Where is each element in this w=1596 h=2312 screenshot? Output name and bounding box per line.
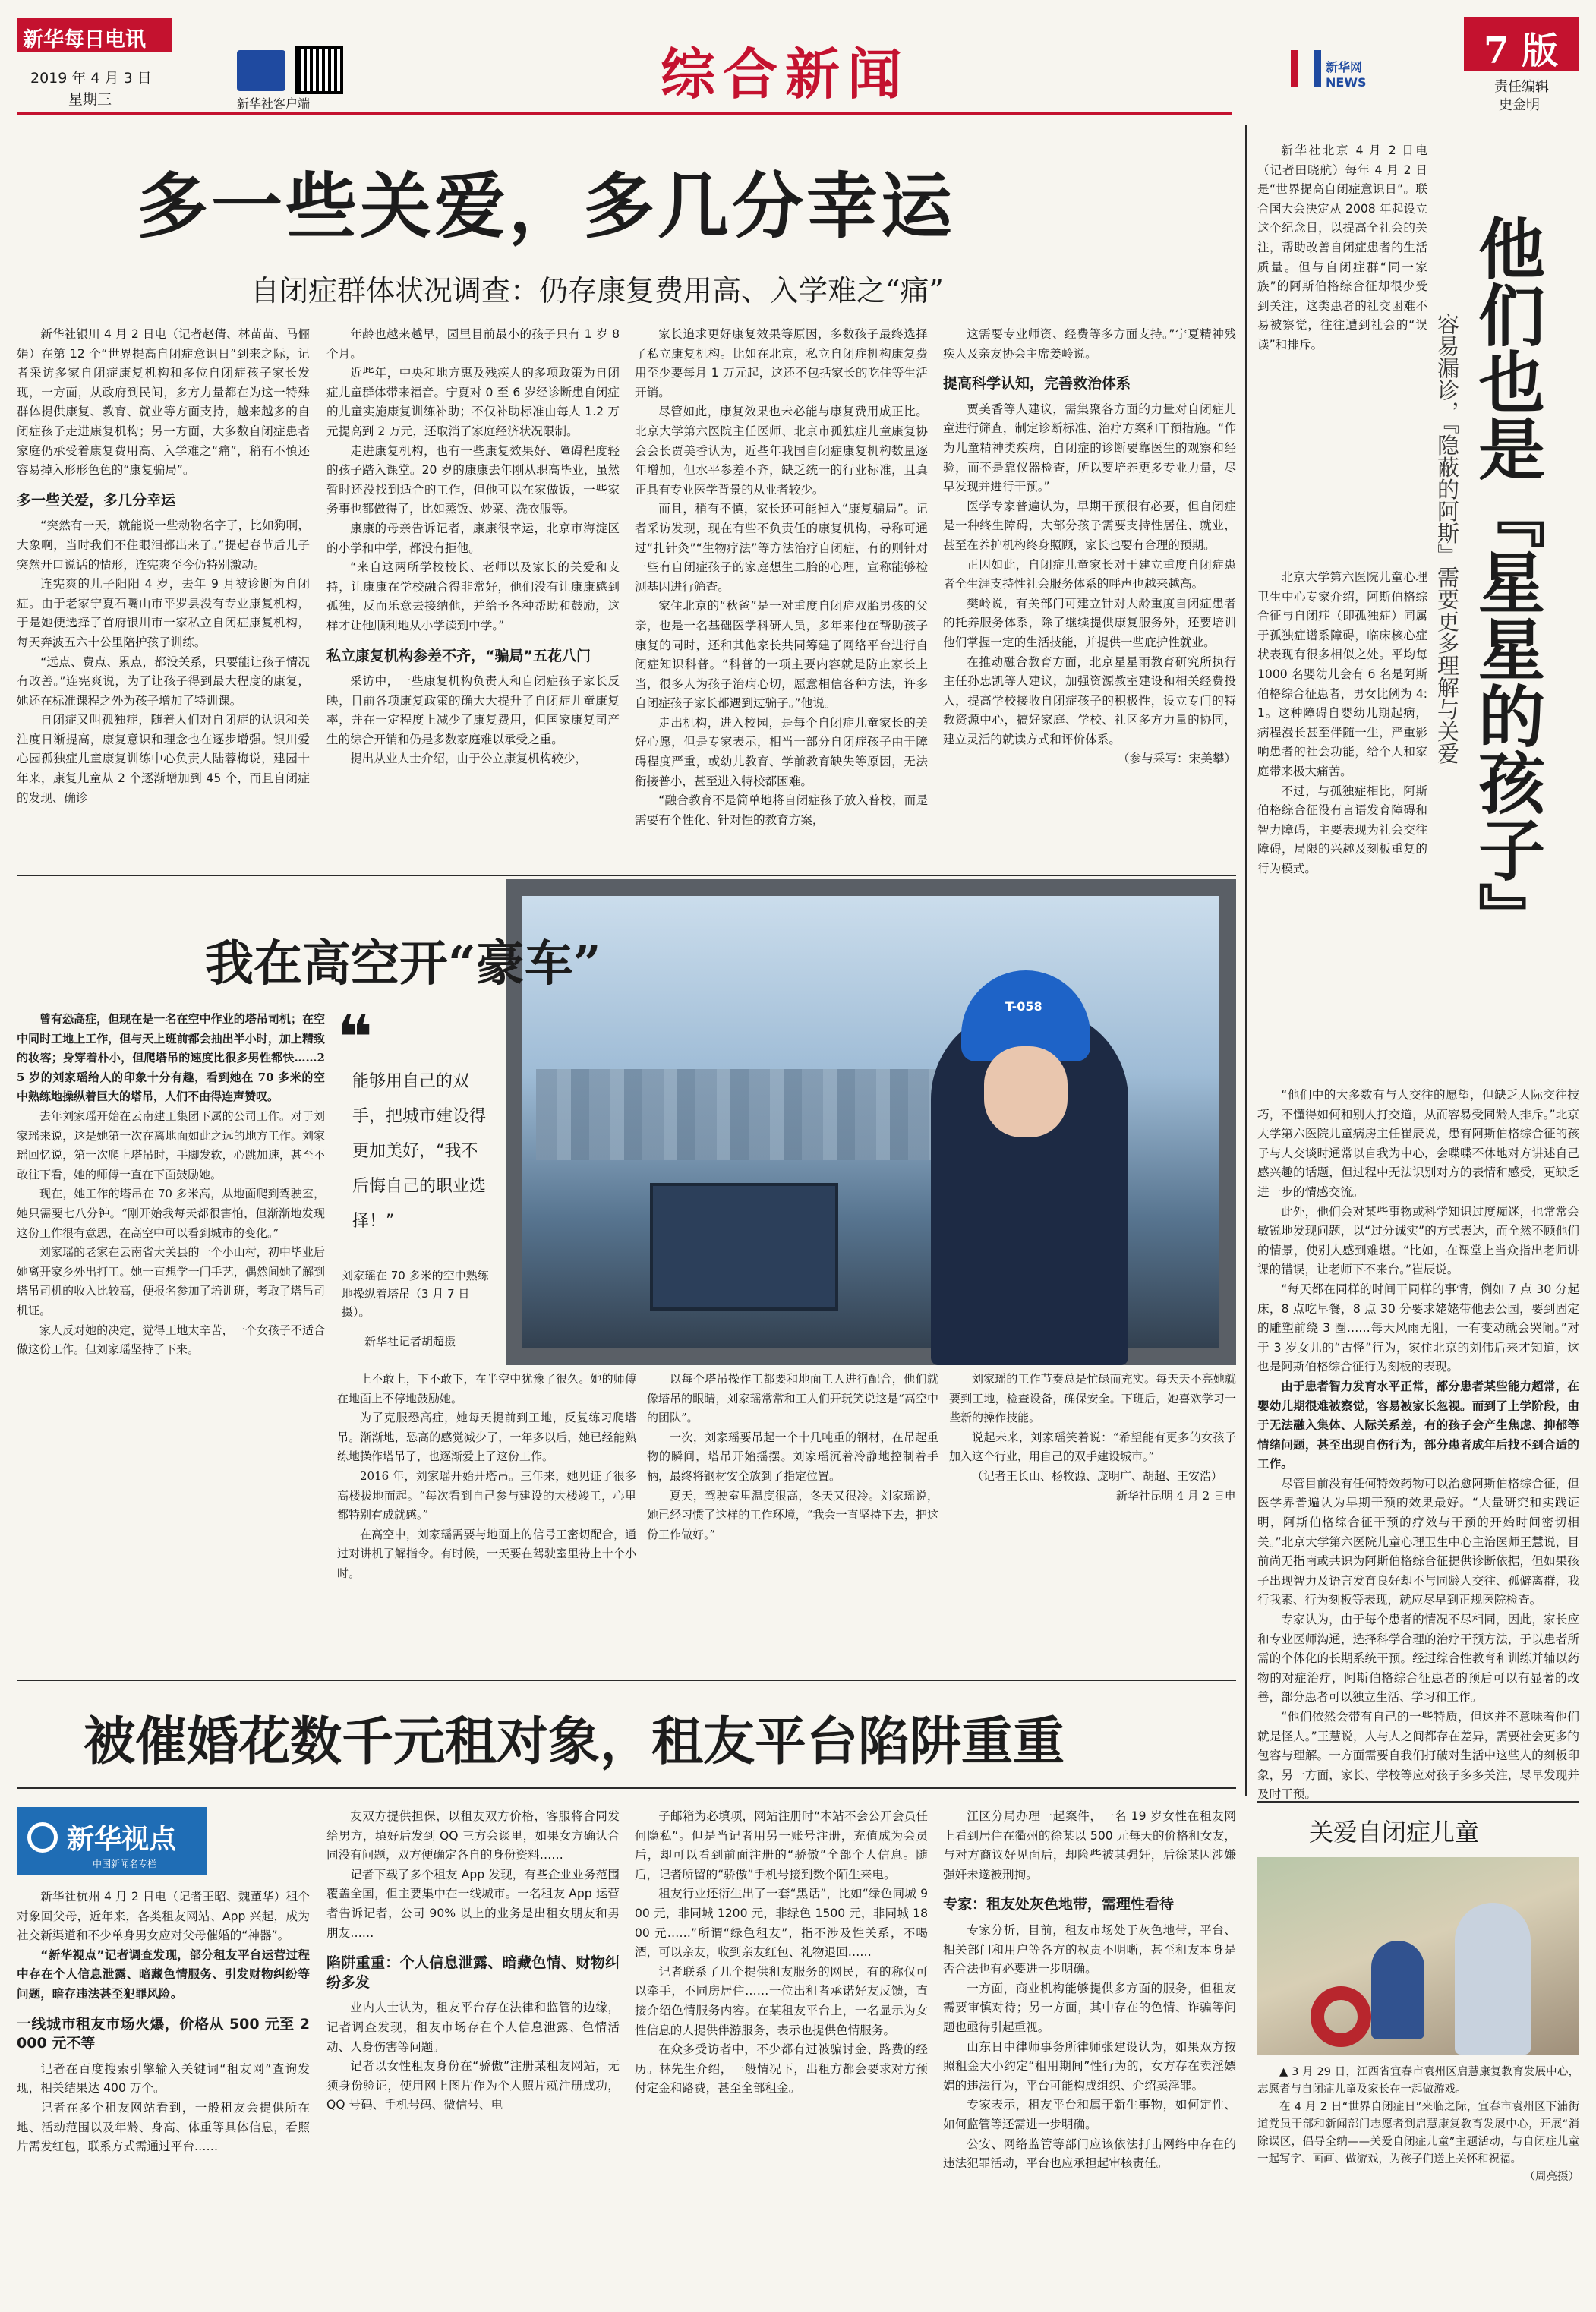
story4-p: 由于患者智力发育水平正常，部分患者某些能力超常，在婴幼儿期很难被察觉，容易被家长忽视。而到了上学阶段，由于无法融入集体、人际关系差，有的孩子会产生焦虑、抑郁等情绪问题，甚至出现自伤行为，部分患者成年后找不到合适的工作。 <box>1257 1379 1579 1471</box>
story1-col3 <box>635 325 928 872</box>
story3-p: 一方面，商业机构能够提供多方面的服务，但租友需要审慎对待；另一方面，其中存在的色情、诈骗等问题也亟待引起重视。 <box>943 1981 1236 2034</box>
story1-p: “来自这两所学校校长、老师以及家长的关爱和支持，让康康在学校融合得非常好，他们没有让康康感到孤独，反而乐意去接纳他，并给予各种帮助和鼓励，这样才让他顺利地从小学读到中学。” <box>326 560 620 632</box>
story3-headline: 被催婚花数千元租对象，租友平台陷阱重重 <box>84 1711 1065 1772</box>
story1-headline: 多一些关爱，多几分幸运 <box>137 165 956 248</box>
story4-body-lower <box>1257 1086 1579 1802</box>
story4-p: 不过，与孤独症相比，阿斯伯格综合征没有言语发育障碍和智力障碍，主要表现为社会交往障碍，局限的兴趣及刻板重复的行为模式。 <box>1257 784 1427 875</box>
story3-p: 记者在百度搜索引擎输入关键词“租友网”查询发现，相关结果达 400 万个。 <box>17 2061 310 2096</box>
story1-subtitle: 多一些关爱，多几分幸运 <box>17 491 176 509</box>
story4-p: 此外，他们会对某些事物或科学知识过度痴迷，也常常会敏锐地发现问题，以“过分诚实”的方式表达，而全然不顾他们的情景，使别人感到难堪。“比如，在课堂上当众指出老师讲课的错误，让老师下不来台。”崔辰说。 <box>1257 1204 1579 1277</box>
story2-intro-p: 曾有恐高症，但现在是一名在空中作业的塔吊司机；在空中同时工地上工作，但与天上班前都会抽出半小时，加上精致的妆容；身穿着朴小，但爬塔吊的速度比很多男性都快……25 岁的刘家瑶给人的印象十分有趣，看到她在 70 多米的空中熟练地操纵着巨大的塔吊，人们不由得连声赞叹。 <box>17 1012 325 1104</box>
editor-name: 史金明 <box>1499 97 1540 113</box>
story4-photo-credit: （周亮摄） <box>1524 2171 1579 2183</box>
story1-col2 <box>326 325 620 872</box>
story2-p: 家人反对她的决定，觉得工地太辛苦，一个女孩子不适合做这份工作。但刘家瑶坚持了下来。 <box>17 1323 325 1357</box>
paper-name: 新华每日电讯 <box>23 28 146 52</box>
story2-col-b <box>337 1370 636 1673</box>
story1-subtitle: 提高科学认知，完善救治体系 <box>943 375 1131 393</box>
story2-dateline: 新华社昆明 4 月 2 日电 <box>1115 1488 1236 1503</box>
section-title: 综合新闻 <box>661 42 910 106</box>
story2-photo-caption: 刘家瑶在 70 多米的空中熟练地操纵着塔吊（3 月 7 日摄）。 <box>342 1269 489 1319</box>
story3-col3 <box>635 1807 928 2302</box>
story4-photo-title: 关爱自闭症儿童 <box>1309 1818 1480 1847</box>
story3-subtitle: 专家：租友处灰色地带，需理性看待 <box>943 1896 1175 1913</box>
story1-p: 连宪爽的儿子阳阳 4 岁，去年 9 月被诊断为自闭症。由于老家宁夏石嘴山市平罗县没有专业康复机构，于是她便选择了首府银川市一家私立自闭症康复机构，每天奔波五六十公里陪护孩子训练。 <box>17 577 310 649</box>
story4-p: 尽管目前没有任何特效药物可以治愈阿斯伯格综合征，但医学界普遍认为早期干预的效果最好。“大量研究和实践证明，阿斯伯格综合征干预的疗效与干预的开始时间密切相关。”北京大学第六医院儿童心理卫生中心主治医师王慧说，目前尚无指南或共识为阿斯伯格综合征提供诊断依据，但如果孩子出现智力及语言发育良好却不与同龄人交往、孤僻离群，我行我素、行为刻板等表现，就应尽早到正规医院检查。 <box>1257 1476 1579 1607</box>
page-number-box <box>1464 17 1579 71</box>
masthead-divider <box>17 112 1232 115</box>
story2-col-d <box>949 1370 1236 1673</box>
story3-p: 在众多受访者中，不少都有过被骗讨金、路费的经历。林先生介绍，一般情况下，出租方都会要求对方预付定金和路费，甚至全部租金。 <box>635 2042 928 2096</box>
story2-p: 刘家瑶的老家在云南省大关县的一个小山村，初中毕业后她离开家乡外出打工。她一直想学一门手艺，偶然间她了解到塔吊司机的收入比较高，便报名参加了培训班，考取了塔吊司机证。 <box>17 1245 325 1317</box>
view-logo-text: 新华视点 <box>67 1823 177 1855</box>
story3-p: 专家表示，租友平台和属于新生事物，如何定性、如何监管等还需进一步明确。 <box>943 2098 1236 2131</box>
story1-p: 在推动融合教育方面，北京星星雨教育研究所执行主任孙忠凯等人建议，加强资源教室建设和相关经费投入，提高学校接收自闭症孩子的积极性，设立专门的特教资源中心，搞好家庭、学校、社区多方力量的协同，建立灵活的就读方式和评价体系。 <box>943 654 1236 746</box>
story1-p: 尽管如此，康复效果也未必能与康复费用成正比。北京大学第六医院主任医师、北京市孤独症儿童康复协会会长贾美香认为，近些年我国自闭症康复机构数量逐年增加，但水平参差不齐，缺乏统一的行业标准，且真正具有专业医学背景的从业者较少。 <box>635 405 928 497</box>
story1-p: 走出机构，进入校园，是每个自闭症儿童家长的美好心愿，但是专家表示，相当一部分自闭症孩子由于障碍程度严重，或幼儿教育、学前教育缺失等原因，无法衔接普小，甚至进入特校都困难。 <box>635 715 928 788</box>
story1-p: 医学专家普遍认为，早期干预很有必要，但自闭症是一种终生障碍，大部分孩子需要支持性居住、就业，甚至在养护机构终身照顾，家长也要有合理的预期。 <box>943 499 1236 552</box>
story2-col-c <box>647 1370 938 1673</box>
volunteer-figure <box>1455 1903 1531 2055</box>
story1-p: “突然有一天，就能说一些动物名字了，比如狗啊，大象啊，当时我们不住眼泪都出来了。”提起春节后儿子突然开口说话的情形，连宪爽至今仍特别激动。 <box>17 519 310 572</box>
story1-p: 新华社银川 4 月 2 日电（记者赵倩、林苗苗、马俪娟）在第 12 个“世界提高自闭症意识日”到来之际，记者采访多家自闭症康复机构和多位自闭症孩子家长发现，一方面，从政府到民间，多方力量都在为这一特殊群体提供康复、教育、就业等方面支持，越来越多的自闭症孩子走进康复机构；另一方面，大多数自闭症患者家庭仍承受着康复费用高、入学难之“痛”，稍有不慎还容易掉入形形色色的“康复骗局”。 <box>17 327 310 478</box>
story1-p: 樊岭说，有关部门可建立针对大龄重度自闭症患者的托养服务体系，除了继续提供康复服务外，还要培训他们掌握一定的生活技能，并提供一些庇护性就业。 <box>943 596 1236 649</box>
story2-p: 在高空中，刘家瑶需要与地面上的信号工密切配合，通过对讲机了解指令。有时候，一天要在驾驶室里待上十个小时。 <box>337 1527 636 1580</box>
story2-p: 以每个塔吊操作工都要和地面工人进行配合，他们就像塔吊的眼睛，刘家瑶常常和工人们开玩笑说这是“高空中的团队”。 <box>647 1372 938 1425</box>
issue-weekday: 星期三 <box>68 91 112 108</box>
story2-p: 上不敢上，下不敢下，在半空中犹豫了很久。她的师傅在地面上不停地鼓励她。 <box>337 1372 636 1405</box>
story1-p: 年龄也越来越早，园里目前最小的孩子只有 1 岁 8 个月。 <box>326 327 620 361</box>
story1-col4 <box>943 325 1236 872</box>
paper-name-block <box>17 18 172 52</box>
story3-p: 租友行业还衍生出了一套“黑话”，比如“绿色同城 900 元，非同城 1200 元，非绿色 1500 元，非同城 1800 元……”所谓“绿色租友”，指不涉及性关系，不喝酒，可以亲友，收到亲友红包、礼物退回…… <box>635 1887 928 1960</box>
story4-p: “他们依然会带有自己的一些特质，但这并不意味着他们就是怪人。”王慧说，人与人之间都存在差异，需要社会更多的包容与理解。一方面需要自我们打破对生活中这些人的刻板印象，另一方面，家长、学校等应对孩子多多关注，尽早发现并及时干预。 <box>1257 1710 1579 1802</box>
story3-subtitle: 一线城市租友市场火爆，价格从 500 元至 2000 元不等 <box>17 2015 310 2052</box>
story3-p: “新华视点”记者调查发现，部分租友平台运营过程中存在个人信息泄露、暗藏色情服务、引发财物纠纷等问题，暗存违法甚至犯罪风险。 <box>17 1948 310 2001</box>
story2-photo-credit: 新华社记者胡超摄 <box>364 1335 456 1348</box>
story3-p: 江区分局办理一起案件，一名 19 岁女性在租友网上看到居住在衢州的徐某以 500 元每天的价格租女友，与对方商议好见面后，却险些被其强奸，后徐某因涉嫌强奸未遂被刑拘。 <box>943 1809 1236 1881</box>
quote-mark-icon: ❝ <box>337 1002 373 1073</box>
story3-p: 记者联系了几个提供租友服务的网民，有的称仅可以牵手，不同房居住……一位出租者承诺好友反馈，直接介绍色情服务内容。在某租友平台上，一名显示为女性信息的人提供伴游服务，表示也提供色情服务。 <box>635 1964 928 2037</box>
story4-dateline <box>1257 141 1427 566</box>
control-panel <box>650 1183 838 1311</box>
story4-p: “他们中的大多数有与人交往的愿望，但缺乏人际交往技巧，不懂得如何和别人打交道，从而容易受同龄人排斥。”北京大学第六医院儿童病房主任崔辰说，患有阿斯伯格综合征的孩子与人交谈时通常以自我为中心，会喋喋不休地对方讲述自己感兴趣的话题，但过程中无法识别对方的表情和感受，更缺乏进一步的情感交流。 <box>1257 1088 1579 1199</box>
story1-p: 正因如此，自闭症儿童家长对于建立重度自闭症患者全生涯支持性社会服务体系的呼声也越来越高。 <box>943 557 1236 591</box>
story2-p: 现在，她工作的塔吊在 70 多米高，从地面爬到驾驶室，她只需要七八分钟。“刚开始我每天都很害怕，但渐渐地发现这份工作很有意思，在高空中可以看到城市的变化。” <box>17 1187 325 1240</box>
story2-p: 一次，刘家瑶要吊起一个十几吨重的钢材，在吊起重物的瞬间，塔吊开始摇摆。刘家瑶沉着冷静地控制着手柄，最终将钢材安全放到了指定位置。 <box>647 1430 938 1483</box>
story1-p: “远点、费点、累点，都没关系，只要能让孩子情况有改善。”连宪爽说，为了让孩子得到最大程度的康复，她还在标准课程之外为孩子增加了特训课。 <box>17 654 310 708</box>
story2-headline: 我在高空开“豪车” <box>205 935 601 992</box>
story4-p: 北京大学第六医院儿童心理卫生中心专家介绍，阿斯伯格综合征与自闭症（即孤独症）同属于孤独症谱系障碍，临床核心症状表现有很多相似之处。平均每 1000 名婴幼儿会有 6 名是阿斯伯格综合征患者，男女比例为 4:1。这种障碍自婴幼儿期起病，病程漫长甚至伴随一生，严重影响患者的社会功能，给个人和家庭带来极大痛苦。 <box>1257 570 1427 778</box>
issue-date: 2019 年 4 月 3 日 <box>30 70 152 87</box>
story4-p: 专家认为，由于每个患者的情况不尽相同，因此，家长应和专业医师沟通，选择科学合理的治疗干预方法，于以患者所需的个体化的长期系统干预。经过综合性教育和训练并辅以药物的对症治疗，阿斯伯格综合征患者的预后可以有显著的改善，部分患者可以独立生活、学习和工作。 <box>1257 1613 1579 1705</box>
helmet-tag: T-058 <box>1005 999 1042 1014</box>
story2-p: 为了克服恐高症，她每天提前到工地，反复练习爬塔吊。渐渐地，恐高的感觉减少了，一年多以后，她已经能熟练地操作塔吊了，也逐渐爱上了这份工作。 <box>337 1411 636 1464</box>
story3-col2 <box>326 1807 620 2302</box>
story4-body-upper <box>1257 568 1427 1084</box>
news-logo-text: 新华网 NEWS <box>1326 60 1367 90</box>
story3-p: 专家分析，目前，租友市场处于灰色地带，平台、相关部门和用户等各方的权责不明晰，甚至租友本身是否合法也有必要进一步明确。 <box>943 1922 1236 1976</box>
story3-p: 记者下载了多个租友 App 发现，有些企业业务范围覆盖全国，但主要集中在一线城市。一名租友 App 运营者告诉记者，公司 90% 以上的业务是出租女朋友和男朋友…… <box>326 1867 620 1940</box>
xinhua-view-logo <box>17 1807 207 1875</box>
story2-photo <box>506 879 1236 1365</box>
story4-photo-rule <box>1257 1801 1579 1803</box>
story3-col1 <box>17 1888 310 2302</box>
story1-p: 康康的母亲告诉记者，康康很幸运，北京市海淀区的小学和中学，都没有拒他。 <box>326 521 620 555</box>
story2-bottom-rule <box>17 1680 1236 1681</box>
story1-credit: （参与采写：宋美攀） <box>1118 752 1236 766</box>
story3-p: 公安、网络监管等部门应该依法打击网络中存在的违法犯罪活动，平台也应承担起审核责任。 <box>943 2137 1236 2171</box>
right-column-divider <box>1245 125 1247 1796</box>
client-logo-text: 新华社客户端 <box>237 96 311 111</box>
story2-intro <box>17 1010 325 1678</box>
masthead <box>0 0 1596 113</box>
story4-p: “每天都在同样的时间干同样的事情，例如 7 点 30 分起床，8 点吃早餐，8 点 30 分要求姥姥带他去公园，要到固定的雕塑前绕 3 圈……每天风雨无阻，一有变动就会哭闹。”对于 3 岁女儿的“古怪”行为，家住北京的刘伟后来才知道，这也是阿斯伯格综合征行为刻板的表现。 <box>1257 1282 1579 1374</box>
story2-p: 去年刘家瑶开始在云南建工集团下属的公司工作。对于刘家瑶来说，这是她第一次在离地面如此之远的地方工作。刘家瑶回忆说，第一次爬上塔吊时，手脚发软，心跳加速，甚至不敢往下看，她的师傅一直在下面鼓励她。 <box>17 1109 325 1181</box>
story1-p: 家长追求更好康复效果等原因，多数孩子最终选择了私立康复机构。比如在北京，私立自闭症机构康复费用至少要每月 1 万元起，这还不包括家长的吃住等生活开销。 <box>635 327 928 399</box>
qr-code-icon <box>295 46 343 94</box>
operator-face <box>984 1046 1068 1137</box>
tire-toy <box>1311 1986 1371 2047</box>
view-logo-icon <box>27 1822 58 1853</box>
story3-subtitle: 陷阱重重：个人信息泄露、暗藏色情、财物纠纷多发 <box>326 1954 620 1991</box>
news-logo-icon <box>1291 47 1374 90</box>
story4-vertical-headline: 他们也是『星星的孩子』 <box>1468 214 1547 949</box>
xinhua-logo-icon <box>237 50 285 91</box>
editor-label: 责任编辑 <box>1494 79 1549 95</box>
story1-p: 走进康复机构，也有一些康复效果好、障碍程度轻的孩子踏入课堂。20 岁的康康去年刚从职高毕业，虽然暂时还没找到适合的工作，但他可以在家做饭，一些家务事也都做得了，比如蒸饭、炒菜、洗衣服等。 <box>326 443 620 516</box>
story1-p: 而且，稍有不慎，家长还可能掉入“康复骗局”。记者采访发现，现在有些不负责任的康复机构，导称可通过“扎针灸”“生物疗法”等方法治疗自闭症，有的则针对一些有自闭症孩子的家庭想生二胎的心理，宣称能够检测基因进行筛查。 <box>635 502 928 594</box>
story1-p: 提出从业人士介绍，由于公立康复机构较少， <box>350 752 588 766</box>
story1-p: 家住北京的“秋爸”是一对重度自闭症双胎男孩的父亲，也是一名基础医学科研人员，多年来他在帮助孩子康复的同时，还和其他家长共同筹建了网络平台进行自闭症知识科普。“科普的一项主要内容就是防止家长上当，很多人为孩子治病心切，愿意相信各种方法，许多自闭症孩子家长都遇到过骗子。”他说。 <box>635 599 928 711</box>
story4-lead: 新华社北京 4 月 2 日电（记者田晓航）每年 4 月 2 日是“世界提高自闭症意识日”。联合国大会决定从 2008 年起设立这个纪念日，以提高全社会的关注，帮助改善自闭症患者的生活质量。但与自闭症群“同一家族”的阿斯伯格综合征却很少受到关注，这类患者的社交困难不易被察觉，往往遭到社会的“误读”和排斥。 <box>1257 144 1427 352</box>
story3-p: 新华社杭州 4 月 2 日电（记者王昭、魏董华）租个对象回父母，近年来，各类租友网站、App 兴起，成为社交新渠道和不少单身男女应对父母催婚的“神器”。 <box>17 1890 310 1943</box>
story1-p: “融合教育不是简单地将自闭症孩子放入普校，而是需要有个性化、针对性的教育方案， <box>635 793 928 827</box>
story3-p: 记者在多个租友网站看到，一般租友会提供所在地、活动范围以及年龄、身高、体重等具体信息，看照片需发红包，联系方式需通过平台…… <box>17 2100 310 2154</box>
story2-p: 2016 年，刘家瑶开始开塔吊。三年来，她见证了很多高楼拔地而起。“每次看到自己参与建设的大楼竣工，心里都特别有成就感。” <box>337 1468 636 1522</box>
story1-p: 贾美香等人建议，需集聚各方面的力量对自闭症儿童进行筛查，制定诊断标准、治疗方案和干预措施。“作为儿童精神类疾病，自闭症的诊断要靠医生的观察和经验，而不是靠仪器检查，所以要培养更多专业力量，尽早发现并进行干预。” <box>943 402 1236 494</box>
story2-pull-quote: 能够用自己的双手，把城市建设得更加美好，“我不后悔自己的职业选择！” <box>352 1072 487 1231</box>
view-logo-sub: 中国新闻名专栏 <box>93 1859 157 1869</box>
story1-p: 这需要专业师资、经费等多方面支持。”宁夏精神残疾人及亲友协会主席姜岭说。 <box>943 327 1236 361</box>
story4-photo-caption-block <box>1257 2064 1579 2291</box>
story3-p: 记者以女性租友身份在“骄傲”注册某租友网站，无须身份验证，使用网上图片作为个人照片就注册成功，QQ 号码、手机号码、微信号、电 <box>326 2059 620 2112</box>
child-figure <box>1371 1941 1424 2039</box>
story2-top-rule <box>17 875 1236 876</box>
story4-photo-caption: ▲ 3 月 29 日，江西省宜春市袁州区启慧康复教育发展中心，志愿者与自闭症儿童及家长在一起做游戏。 <box>1257 2066 1579 2096</box>
story4-vertical-subhead: 容易漏诊，『隐蔽的阿斯』需要更多理解与关爱 <box>1434 313 1460 765</box>
story1-p: 自闭症又叫孤独症，随着人们对自闭症的认识和关注度日渐提高，康复意识和理念也在逐步增强。银川爱心园孤独症儿童康复训练中心负责人陆蓉梅说，建园十年来，康复儿童从 2 个逐渐增加到 45 个，而且自闭症的发现、确诊 <box>17 713 310 805</box>
story2-p: 夏天，驾驶室里温度很高，冬天又很冷。刘家瑶说，她已经习惯了这样的工作环境，“我会一直坚持下去，把这份工作做好。” <box>647 1488 938 1541</box>
story1-p: 近些年，中央和地方惠及残疾人的多项政策为自闭症儿童群体带来福音。宁夏对 0 至 6 岁经诊断患自闭症的儿童实施康复训练补助；不仅补助标准由每人 1.2 万元提高到 2 万元，还取消了家庭经济状况限制。 <box>326 366 620 438</box>
story2-p: 说起未来，刘家瑶笑着说：“希望能有更多的女孩子加入这个行业，用自己的双手建设城市。” <box>949 1430 1236 1464</box>
story1-p: 采访中，一些康复机构负责人和自闭症孩子家长反映，目前各项康复政策的确大大提升了自闭症儿童康复率，并在一定程度上减少了康复费用，但国家康复司产生的综合开销和仍是多数家庭难以承受之重。 <box>326 674 620 746</box>
story2-credit: （记者王长山、杨牧源、庞明广、胡超、王安浩） <box>972 1468 1223 1483</box>
story3-rule <box>17 1787 1236 1789</box>
story3-p: 业内人士认为，租友平台存在法律和监管的边缘，记者调查发现，租友市场存在个人信息泄露、色情活动、人身伤害等问题。 <box>326 2001 620 2054</box>
story3-p: 子邮箱为必填项，网站注册时“本站不会公开会员任何隐私”。但是当记者用另一账号注册，充值成为会员后，却可以看到前面注册的“骄傲”全部个人信息。随后，记者所留的“骄傲”手机号接到数个陌生来电。 <box>635 1809 928 1881</box>
story1-subtitle: 私立康复机构参差不齐，“骗局”五花八门 <box>326 647 591 664</box>
story3-p: 友双方提供担保，以租友双方价格，客服将合同发给男方，填好后发到 QQ 三方会谈里，如果女方确认合同没有问题，双方便确定各自的身份资料…… <box>326 1809 620 1863</box>
story2-p: 刘家瑶的工作节奏总是忙碌而充实。每天天不亮她就要到工地，检查设备，确保安全。下班后，她喜欢学习一些新的操作技能。 <box>949 1372 1236 1425</box>
story4-photo <box>1257 1857 1579 2055</box>
story4-photo-caption2: 在 4 月 2 日“世界自闭症日”来临之际，宜春市袁州区下浦街道党员干部和新闻部门志愿者到启慧康复教育发展中心，开展“消除误区，倡导全纳——关爱自闭症儿童”主题活动，与自闭症儿童一起写字、画画、做游戏，为孩子们送上关怀和祝福。 <box>1257 2101 1579 2165</box>
page-number: 7 版 <box>1484 30 1559 72</box>
story1-subhead: 自闭症群体状况调查：仍存康复费用高、入学难之“痛” <box>251 274 944 308</box>
story3-col4 <box>943 1807 1236 2302</box>
story3-p: 山东日中律师事务所律师张建设认为，如果双方按照租金大小约定“租用期间”性行为的，女方存在卖淫嫖娼的违法行为，平台可能构成组织、介绍卖淫罪。 <box>943 2039 1236 2093</box>
news-logo-mark <box>1291 50 1321 87</box>
